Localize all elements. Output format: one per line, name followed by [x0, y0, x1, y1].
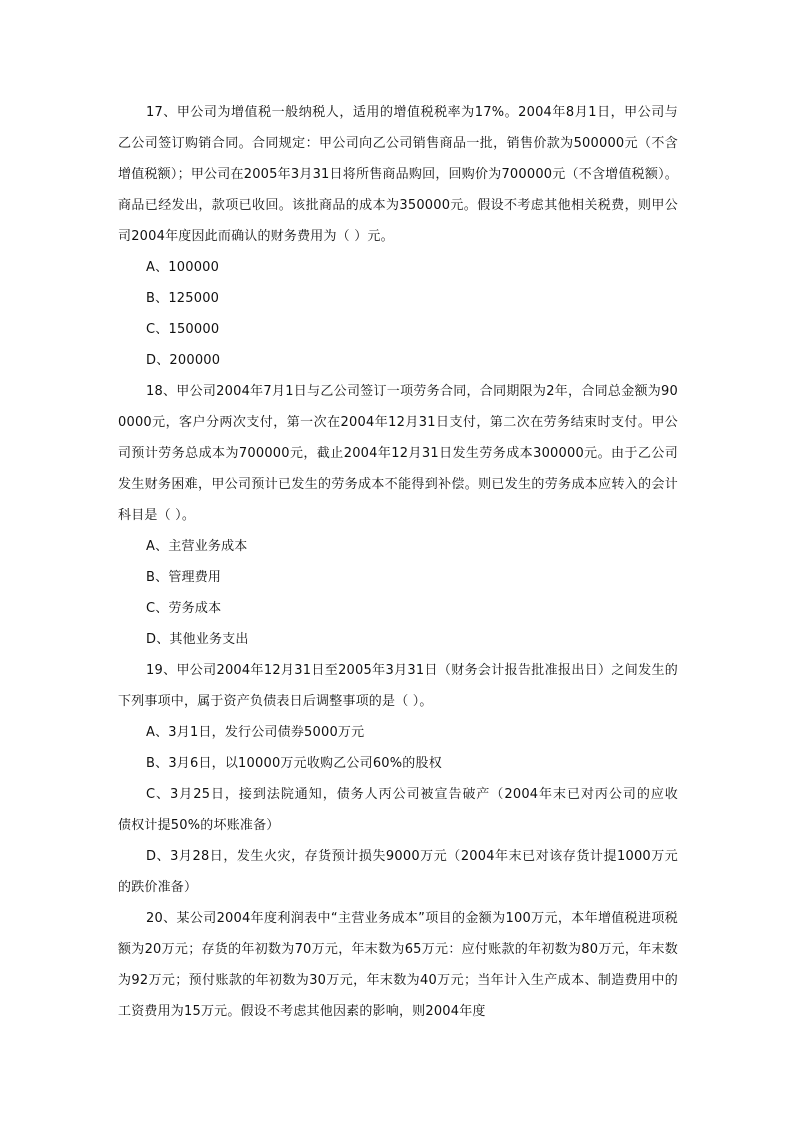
question-19-option-d: D、3月28日，发生火灾，存货预计损失9000万元（2004年末已对该存货计提1000万元的跌价准备） — [118, 849, 678, 895]
question-list — [118, 97, 705, 1027]
question-18-option-a: A、主营业务成本 — [146, 539, 248, 554]
question-18-option-c: C、劳务成本 — [146, 601, 222, 616]
question-18-stem: 18、甲公司2004年7月1日与乙公司签订一项劳务合同，合同期限为2年，合同总金额为900000元，客户分两次支付，第一次在2004年12月31日支付，第二次在劳务结束时支付。甲公司预计劳务总成本为700000元，截止2004年12月31日发生劳务成本300000元。由于乙公司发生财务困难，甲公司预计已发生的劳务成本不能得到补偿。则已发生的劳务成本应转入的会计科目是（ ）。 — [118, 384, 678, 523]
question-20-stem: 20、某公司2004年度利润表中“主营业务成本”项目的金额为100万元，本年增值税进项税额为20万元；存货的年初数为70万元，年末数为65万元：应付账款的年初数为80万元，年末数为92万元；预付账款的年初数为30万元，年末数为40万元；当年计入生产成本、制造费用中的工资费用为15万元。假设不考虑其他因素的影响，则2004年度 — [118, 911, 678, 1019]
question-19-option-a: A、3月1日，发行公司债券5000万元 — [146, 725, 365, 740]
question-17-option-a: A、100000 — [146, 260, 220, 275]
question-17-option-d: D、200000 — [146, 353, 221, 368]
question-17-option-b: B、125000 — [146, 291, 220, 306]
question-18-option-d: D、其他业务支出 — [146, 632, 249, 647]
question-19-option-c: C、3月25日，接到法院通知，债务人丙公司被宣告破产（2004年末已对丙公司的应收 债权计提50%的坏账准备） — [118, 787, 705, 833]
question-18-option-b: B、管理费用 — [146, 570, 222, 585]
question-19-stem: 19、甲公司2004年12月31日至2005年3月31日（财务会计报告批准报出日）之间发生的下列事项中，属于资产负债表日后调整事项的是（ ）。 — [118, 663, 678, 709]
question-17-option-c: C、150000 — [146, 322, 220, 337]
question-19-option-b: B、3月6日，以10000万元收购乙公司60%的股权 — [146, 756, 442, 771]
question-17-stem: 17、甲公司为增值税一般纳税人，适用的增值税税率为17%。2004年8月1日，甲公司与乙公司签订购销合同。合同规定：甲公司向乙公司销售商品一批，销售价款为500000元（不含增值税额）；甲公司在2005年3月31日将所售商品购回，回购价为700000元（不含增值税额）。商品已经发出，款项已收回。该批商品的成本为350000元。假设不考虑其他相关税费，则甲公司2004年度因此而确认的财务费用为（ ）元。 — [118, 105, 678, 244]
